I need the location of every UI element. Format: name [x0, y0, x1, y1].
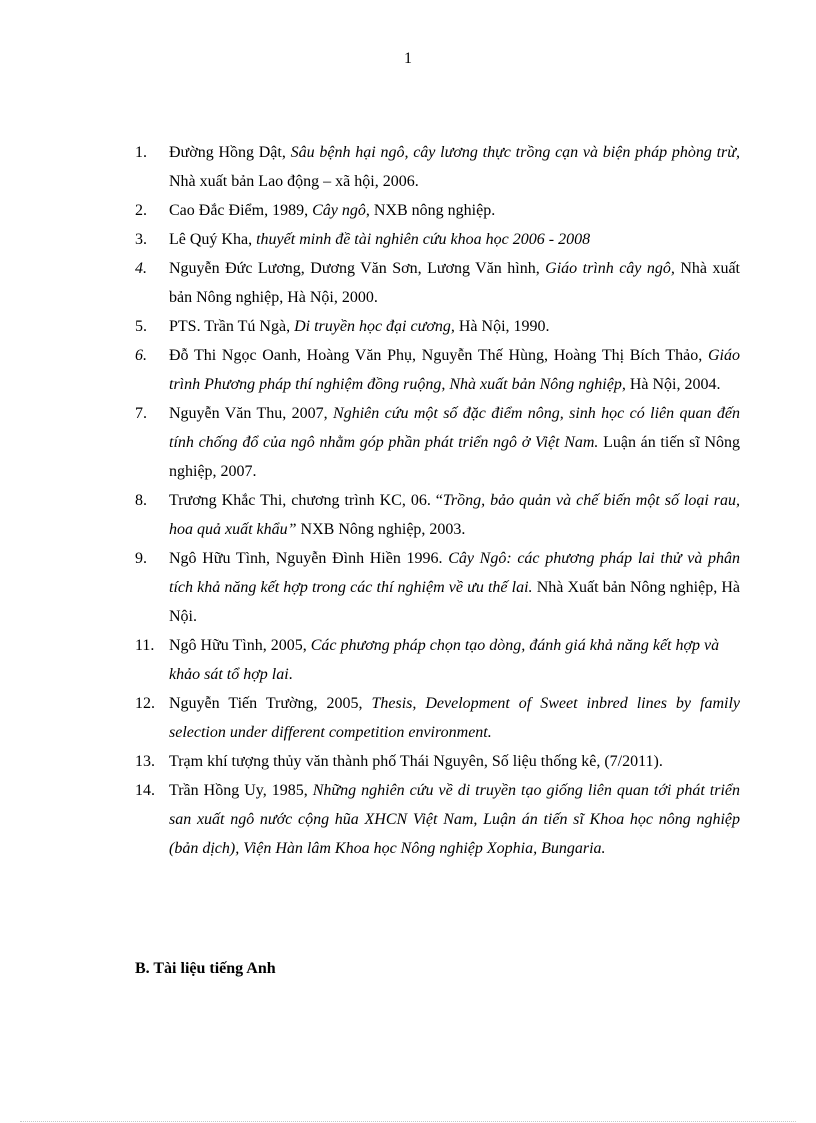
reference-number: 1. — [135, 144, 147, 161]
page-number: 1 — [404, 50, 412, 67]
reference-item — [135, 138, 740, 196]
reference-item — [135, 747, 740, 776]
reference-author: Nguyễn Đức Lương, Dương Văn Sơn, Lương Văn hình, — [169, 260, 546, 277]
reference-number: 5. — [135, 318, 147, 335]
reference-item — [135, 631, 740, 689]
reference-publisher: Hà Nội, 1990. — [454, 318, 550, 335]
reference-title: Các phương pháp chọn tạo dòng, đánh giá khả năng kết hợp và khảo sát tổ hợp lai — [169, 637, 720, 683]
reference-number: 12. — [135, 695, 155, 712]
reference-item — [135, 689, 740, 747]
reference-author: Ngô Hữu Tình, Nguyễn Đình Hiền 1996. — [169, 550, 449, 567]
reference-list — [135, 138, 740, 863]
reference-title: Giáo trình Phương pháp thí nghiệm đồng ruộng, Nhà xuất bản Nông nghiệp, — [169, 347, 740, 393]
reference-number: 4. — [135, 260, 147, 277]
reference-number: 7. — [135, 405, 147, 422]
reference-author: Trần Hồng Uy, 1985, — [169, 782, 313, 799]
reference-item — [135, 196, 740, 225]
reference-author: Trạm khí tượng thủy văn thành phố Thái Nguyên, Số liệu thống kê, (7/2011). — [169, 753, 663, 770]
reference-title: Nghiên cứu một số đặc điểm nông, sinh học có liên quan đến tính chống đổ của ngô nhằm góp phần phát triển ngô ở Việt Nam. — [169, 405, 740, 451]
reference-title: Sâu bệnh hại ngô, cây lương thực trồng cạn và biện pháp phòng trừ, — [290, 144, 741, 161]
reference-number: 6. — [135, 347, 147, 364]
reference-publisher: Nhà Xuất bản Nông nghiệp, Hà Nội. — [169, 579, 740, 625]
reference-number: 2. — [135, 202, 147, 219]
reference-author: Cao Đắc Điểm, 1989, — [169, 202, 313, 219]
reference-publisher: Nhà xuất bản Nông nghiệp, Hà Nội, 2000. — [169, 260, 740, 306]
reference-author: Lê Quý Kha, — [169, 231, 257, 248]
reference-number: 13. — [135, 753, 155, 770]
reference-title: Cây ngô — [312, 202, 366, 219]
reference-publisher: Hà Nội, 2004. — [625, 376, 721, 393]
reference-item — [135, 776, 740, 863]
reference-title: Trồng, bảo quản và chế biến một số loại rau, hoa quả xuất khẩu” — [169, 492, 741, 538]
reference-item — [135, 399, 740, 486]
reference-item — [135, 341, 740, 399]
reference-title: Thesis, Development of Sweet inbred lines by family selection under different competition environment. — [169, 695, 740, 741]
reference-title: Giáo trình cây ngô, — [545, 260, 675, 277]
reference-publisher: , NXB nông nghiệp. — [365, 202, 496, 219]
reference-title: Những nghiên cứu về di truyền tạo giống liên quan tới phát triển san xuất ngô nước cộng hũa XHCN Việt Nam, Luận án tiến sĩ Khoa học nông nghiệp (bản dịch), Viện Hàn lâm Khoa học Nông nghiệp Xophia, Bungaria. — [169, 782, 740, 857]
reference-number: 8. — [135, 492, 147, 509]
page-bottom-rule — [20, 1121, 796, 1122]
reference-title: Cây Ngô: các phương pháp lai thử và phân tích khả năng kết hợp trong các thí nghiệm về ưu thế lai. — [169, 550, 741, 596]
reference-item — [135, 544, 740, 631]
section-heading: B. Tài liệu tiếng Anh — [135, 960, 276, 977]
reference-number: 9. — [135, 550, 147, 567]
reference-publisher: NXB Nông nghiệp, 2003. — [296, 521, 466, 538]
reference-author: Ngô Hữu Tình, 2005, — [169, 637, 311, 654]
reference-author: Nguyễn Tiến Trường, 2005, — [169, 695, 372, 712]
reference-publisher: . — [288, 666, 293, 683]
reference-title: Di truyền học đại cương, — [294, 318, 455, 335]
reference-author: Nguyễn Văn Thu, 2007, — [169, 405, 334, 422]
reference-number: 3. — [135, 231, 147, 248]
reference-item — [135, 225, 740, 254]
reference-author: PTS. Trần Tú Ngà, — [169, 318, 295, 335]
reference-publisher: Nhà xuất bản Lao động – xã hội, 2006. — [169, 173, 419, 190]
reference-item — [135, 312, 740, 341]
reference-author: Đường Hồng Dật, — [169, 144, 291, 161]
reference-number: 14. — [135, 782, 155, 799]
reference-number: 11. — [135, 637, 155, 654]
reference-author: Trương Khắc Thi, chương trình KC, 06. “ — [169, 492, 443, 509]
reference-title: thuyết minh đề tài nghiên cứu khoa học 2006 - 2008 — [256, 231, 591, 248]
reference-author: Đỗ Thi Ngọc Oanh, Hoàng Văn Phụ, Nguyễn Thế Hùng, Hoàng Thị Bích Thảo, — [169, 347, 708, 364]
reference-publisher: Luận án tiến sĩ Nông nghiệp, 2007. — [169, 434, 741, 480]
reference-item — [135, 486, 740, 544]
reference-item — [135, 254, 740, 312]
